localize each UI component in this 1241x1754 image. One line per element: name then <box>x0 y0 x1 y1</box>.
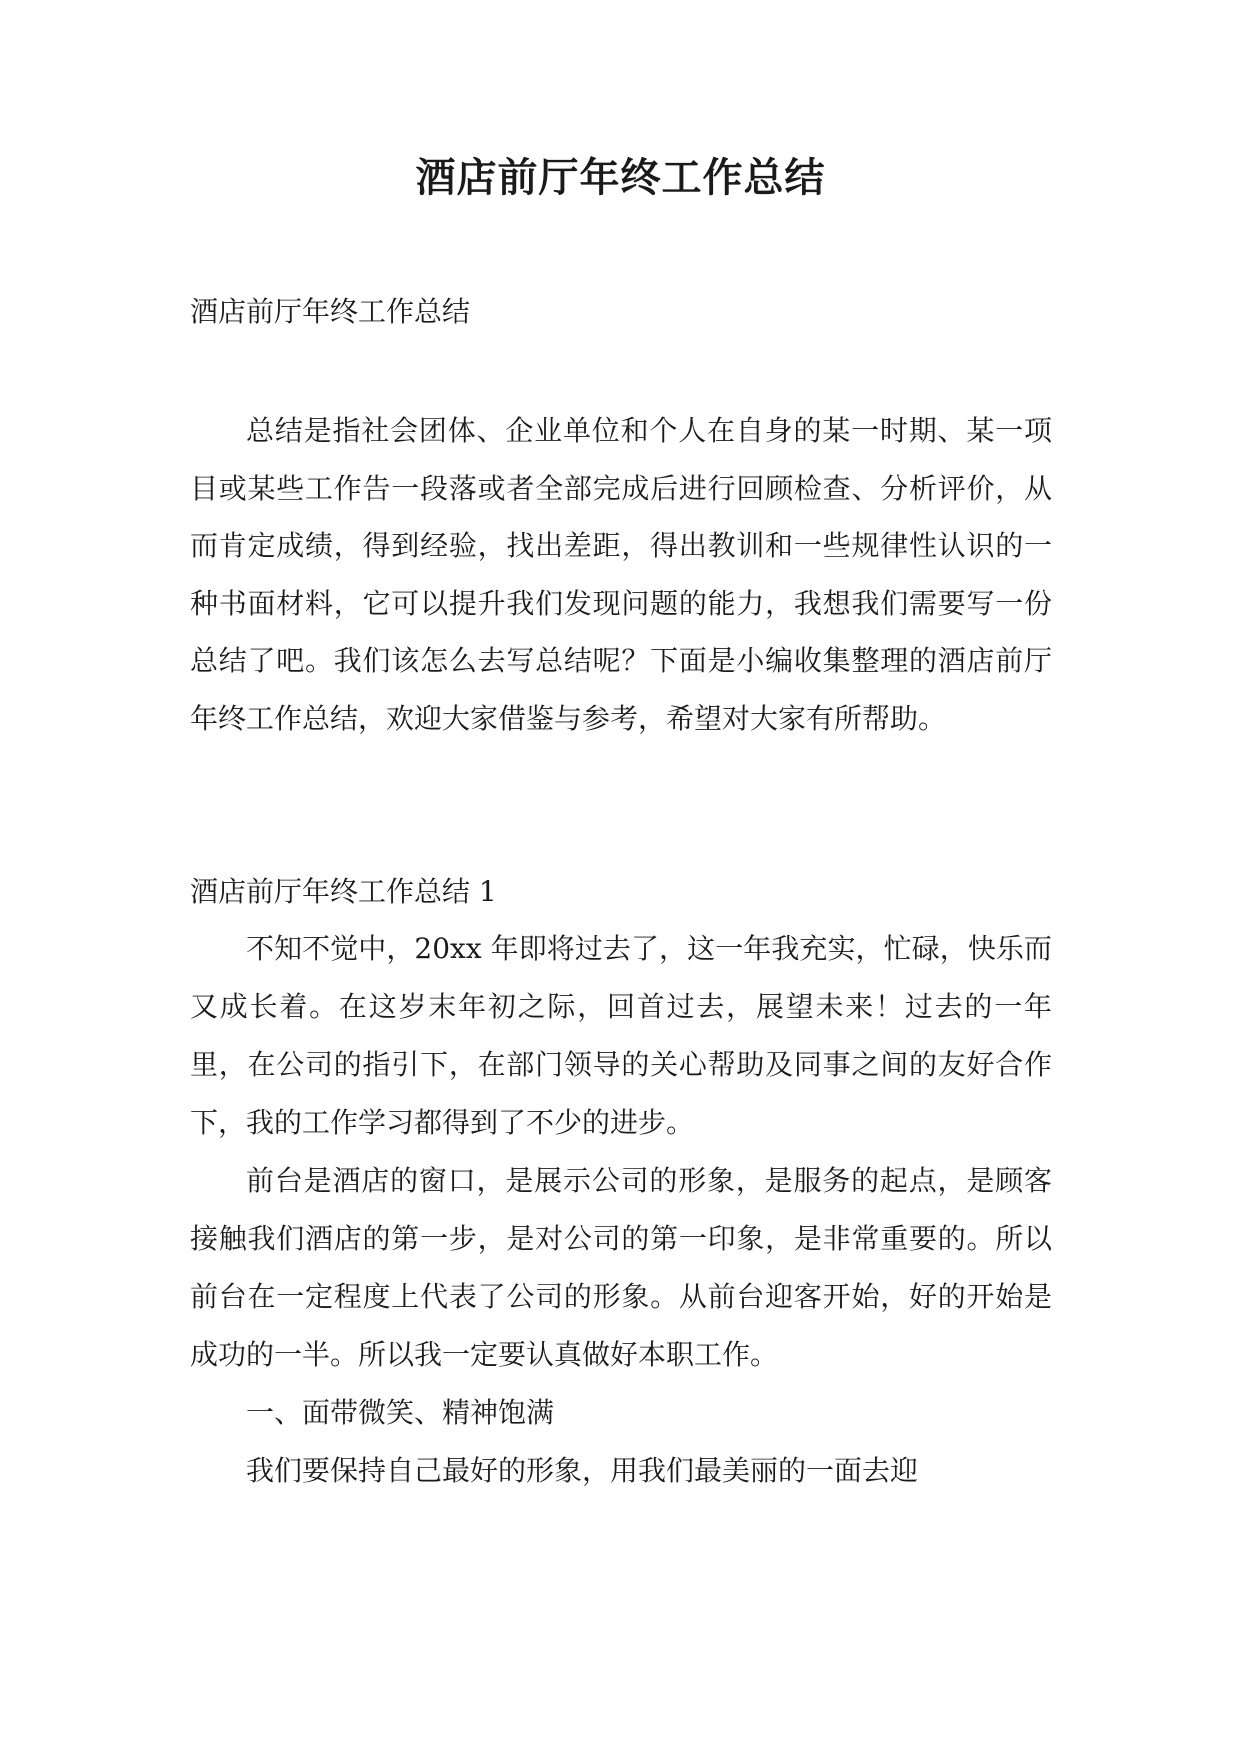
subheading-smile: 一、面带微笑、精神饱满 <box>246 1396 555 1429</box>
document-title: 酒店前厅年终工作总结 <box>415 155 826 201</box>
body-paragraph-3: 我们要保持自己最好的形象，用我们最美丽的一面去迎 <box>246 1454 919 1487</box>
intro-paragraph: 总结是指社会团体、企业单位和个人在自身的某一时期、某一项目或某些工作告一段落或者全部完成后进行回顾检查、分析评价，从而肯定成绩，得到经验，找出差距，得出教训和一些规律性认识的一种书面材料，它可以提升我们发现问题的能力，我想我们需要写一份总结了吧。我们该怎么去写总结呢？下面是小编收集整理的酒店前厅年终工作总结，欢迎大家借鉴与参考，希望对大家有所帮助。 <box>190 414 1052 735</box>
section-heading: 酒店前厅年终工作总结 1 <box>190 875 497 908</box>
document-subtitle: 酒店前厅年终工作总结 <box>190 295 471 328</box>
section-body <box>190 920 1052 1500</box>
body-paragraph-2: 前台是酒店的窗口，是展示公司的形象，是服务的起点，是顾客接触我们酒店的第一步，是对公司的第一印象，是非常重要的。所以前台在一定程度上代表了公司的形象。从前台迎客开始，好的开始是成功的一半。所以我一定要认真做好本职工作。 <box>190 1164 1052 1371</box>
body-paragraph-1: 不知不觉中，20xx 年即将过去了，这一年我充实，忙碌，快乐而又成长着。在这岁末年初之际，回首过去，展望未来！过去的一年里，在公司的指引下，在部门领导的关心帮助及同事之间的友好合作下，我的工作学习都得到了不少的进步。 <box>190 932 1052 1139</box>
intro-block <box>190 402 1052 747</box>
